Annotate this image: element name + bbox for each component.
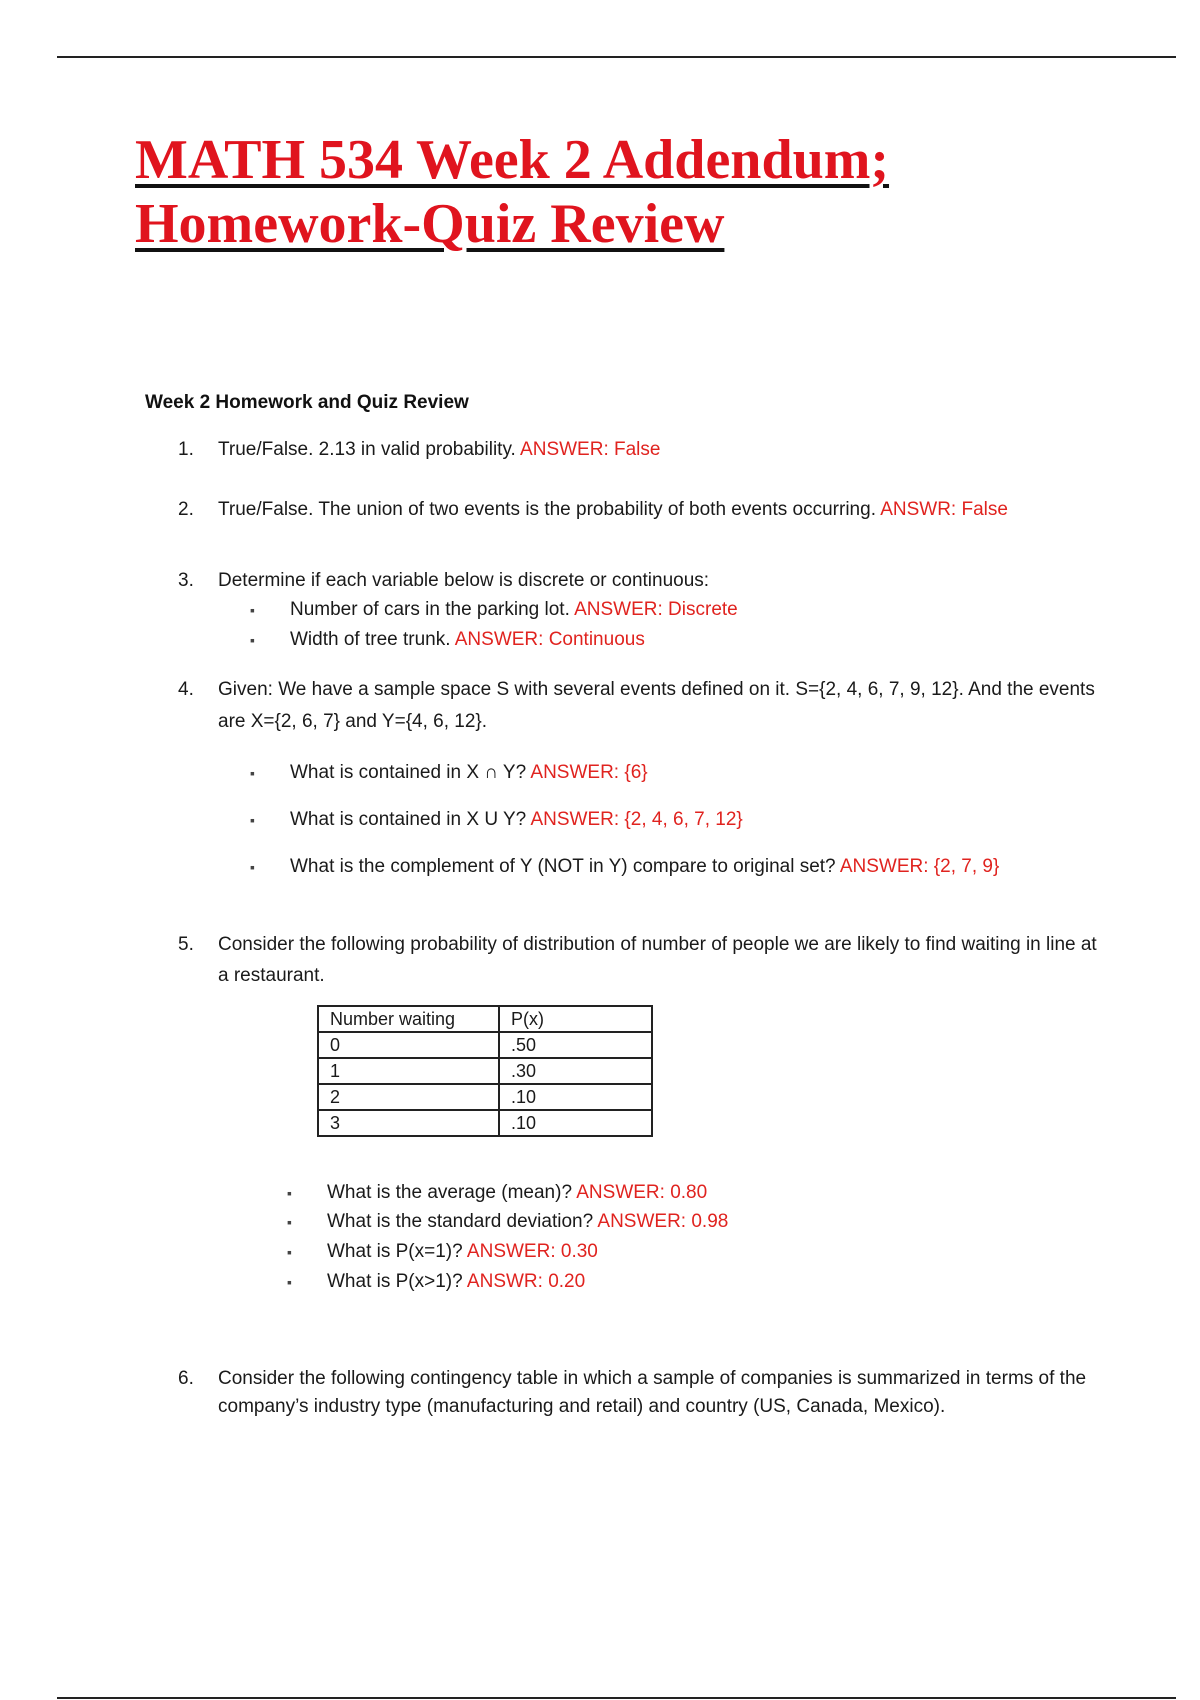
table-cell: 1 (318, 1058, 499, 1084)
answer: ANSWER: {6} (530, 762, 648, 783)
bullet-icon: ▪ (287, 1274, 292, 1290)
sub-question-text: Number of cars in the parking lot. (290, 599, 570, 620)
sub-question-text: What is contained in X ∩ Y? (290, 762, 527, 783)
bullet-icon: ▪ (250, 765, 255, 781)
bullet-icon: ▪ (287, 1214, 292, 1230)
list-item (250, 759, 648, 787)
sub-question-text: What is the average (mean)? (327, 1182, 573, 1203)
bullet-icon: ▪ (287, 1244, 292, 1260)
answer: ANSWER: Discrete (574, 599, 738, 620)
answer: ANSWER: 0.98 (597, 1211, 729, 1232)
bullet-icon: ▪ (250, 602, 255, 618)
table-row (318, 1032, 652, 1058)
question-number: 5. (178, 934, 194, 955)
answer: ANSWER: {2, 7, 9} (839, 856, 1000, 877)
table-row (318, 1084, 652, 1110)
question-5 (178, 929, 1098, 991)
sub-question-text: What is the complement of Y (NOT in Y) compare to original set? (290, 856, 836, 877)
question-4 (178, 674, 1098, 738)
list-item (287, 1208, 728, 1236)
bullet-icon: ▪ (287, 1185, 292, 1201)
probability-distribution-table (317, 1005, 653, 1137)
question-number: 6. (178, 1368, 194, 1389)
table-cell: 2 (318, 1084, 499, 1110)
answer: ANSWR: 0.20 (466, 1271, 586, 1292)
question-2 (178, 494, 1098, 525)
header-rule (57, 56, 1176, 58)
list-item (287, 1238, 598, 1266)
title-line-2: Homework-Quiz Review (135, 193, 725, 255)
bullet-icon: ▪ (250, 632, 255, 648)
question-number: 3. (178, 570, 194, 591)
bullet-icon: ▪ (250, 859, 255, 875)
document-title (135, 128, 889, 256)
sub-question-text: What is P(x>1)? (327, 1271, 463, 1292)
list-item (287, 1179, 707, 1207)
answer: ANSWR: False (880, 499, 1008, 520)
question-number: 2. (178, 499, 194, 520)
answer: ANSWER: {2, 4, 6, 7, 12} (530, 809, 743, 830)
table-header-row (318, 1006, 652, 1032)
list-item (250, 853, 999, 881)
table-row (318, 1058, 652, 1084)
footer-rule (57, 1697, 1176, 1699)
section-heading: Week 2 Homework and Quiz Review (145, 392, 469, 413)
question-1 (178, 434, 1098, 465)
question-number: 4. (178, 679, 194, 700)
answer: ANSWER: 0.30 (466, 1241, 598, 1262)
table-cell: .10 (499, 1110, 652, 1136)
question-text: Determine if each variable below is discrete or continuous: (218, 570, 710, 591)
answer: ANSWER: Continuous (454, 629, 645, 650)
sub-question-text: What is P(x=1)? (327, 1241, 463, 1262)
table-row (318, 1110, 652, 1136)
table-cell: 0 (318, 1032, 499, 1058)
list-item (250, 596, 738, 624)
bullet-icon: ▪ (250, 812, 255, 828)
question-6 (178, 1365, 1098, 1421)
table-header-cell: P(x) (499, 1006, 652, 1032)
table-cell: .10 (499, 1084, 652, 1110)
answer: ANSWER: 0.80 (576, 1182, 708, 1203)
table-header-cell: Number waiting (318, 1006, 499, 1032)
question-text: Given: We have a sample space S with several events defined on it. S={2, 4, 6, 7, 9, 12}. And the events are X={2, 6, 7} and Y={4, 6, 12}. (218, 679, 1095, 732)
question-text: Consider the following probability of distribution of number of people we are likely to find waiting in line at a restaurant. (218, 934, 1097, 986)
question-3 (178, 565, 1098, 596)
title-line-1: MATH 534 Week 2 Addendum; (135, 129, 890, 191)
table-cell: .30 (499, 1058, 652, 1084)
question-text: True/False. 2.13 in valid probability. (218, 439, 516, 460)
question-text: True/False. The union of two events is the probability of both events occurring. (218, 499, 876, 520)
table-cell: .50 (499, 1032, 652, 1058)
answer: ANSWER: False (520, 439, 661, 460)
question-text: Consider the following contingency table in which a sample of companies is summarized in terms of the company’s industry type (manufacturing and retail) and country (US, Canada, Mexico). (218, 1368, 1087, 1417)
list-item (287, 1268, 585, 1296)
list-item (250, 626, 645, 654)
list-item (250, 806, 743, 834)
sub-question-text: Width of tree trunk. (290, 629, 451, 650)
table-cell: 3 (318, 1110, 499, 1136)
question-number: 1. (178, 439, 194, 460)
sub-question-text: What is contained in X U Y? (290, 809, 527, 830)
sub-question-text: What is the standard deviation? (327, 1211, 594, 1232)
